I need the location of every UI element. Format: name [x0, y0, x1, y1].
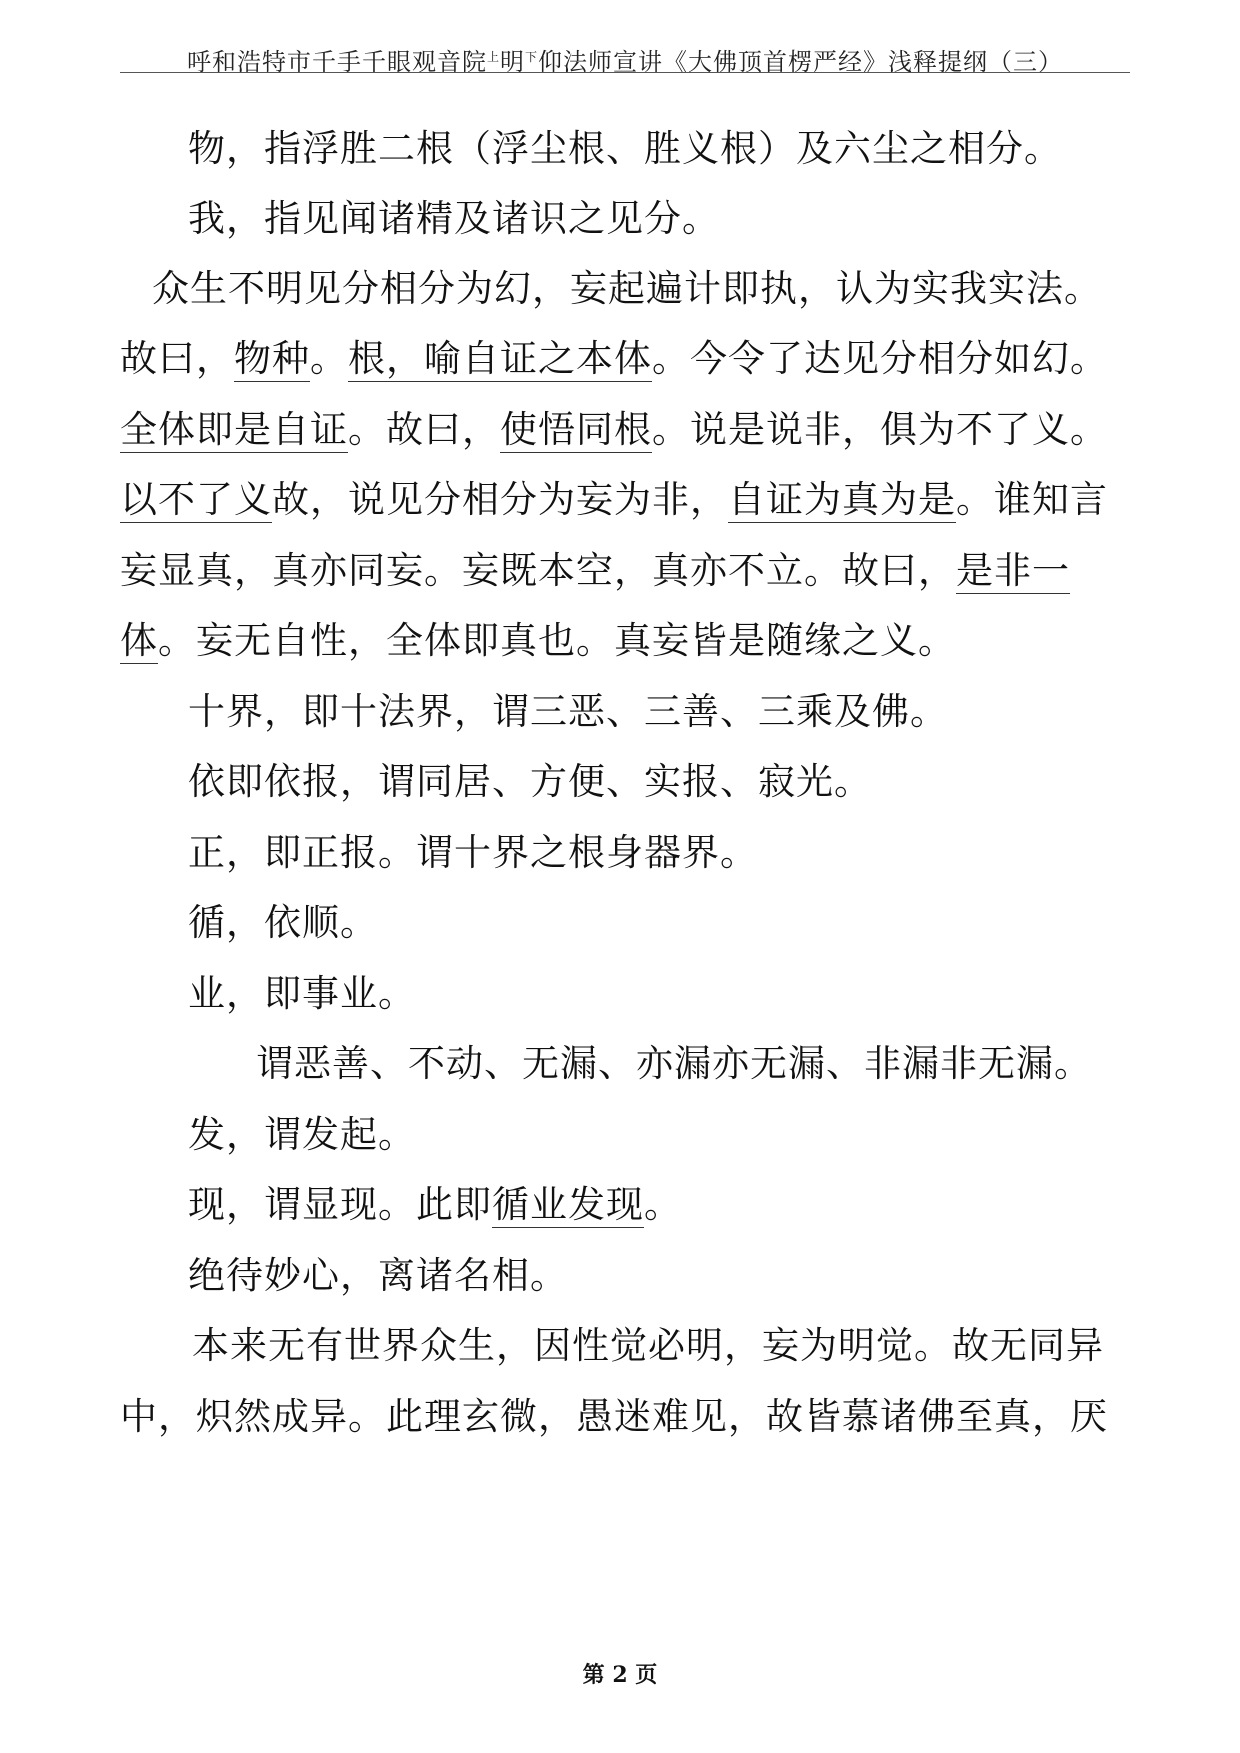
text-line [188, 118, 1062, 172]
text-segment: 。妄无自性，全体即真也。真妄皆是随缘之义。 [158, 619, 956, 662]
text-line [120, 540, 1070, 594]
text-line [188, 1245, 568, 1299]
underlined-phrase: 物种 [234, 337, 310, 380]
underlined-phrase: 全体即是自证 [120, 408, 348, 451]
text-segment: 谓恶善、不动、无漏、亦漏亦无漏、非漏非无漏。 [256, 1042, 1092, 1085]
underlined-phrase: 是非一 [956, 549, 1070, 592]
header-title-part2: 明 [500, 48, 525, 76]
text-segment: 物，指浮胜二根（浮尘根、胜义根）及六尘之相分。 [188, 127, 1062, 170]
text-segment: 妄显真，真亦同妄。妄既本空，真亦不立。故曰， [120, 549, 956, 592]
underlined-phrase: 自证为真为是 [728, 478, 956, 521]
text-line [188, 188, 720, 242]
text-segment: 。说是说非，俱为不了义。 [652, 408, 1108, 451]
text-segment: 业，即事业。 [188, 972, 416, 1015]
text-line [188, 681, 948, 735]
text-line [256, 1033, 1092, 1087]
text-segment: 众生不明见分相分为幻，妄起遍计即执，认为实我实法。 [152, 267, 1102, 310]
text-segment: 故曰， [120, 337, 234, 380]
underlined-phrase: 体 [120, 619, 158, 662]
text-segment: 。 [310, 337, 348, 380]
text-line [152, 258, 1102, 312]
text-segment: 依即依报，谓同居、方便、实报、寂光。 [188, 760, 872, 803]
text-segment: 。谁知言 [956, 478, 1108, 521]
page-number: 第 2 页 [582, 1662, 658, 1688]
text-segment: 本来无有世界众生，因性觉必明，妄为明觉。故无同异 [192, 1324, 1104, 1367]
text-segment: 发，谓发起。 [188, 1113, 416, 1156]
text-segment: 。故曰， [348, 408, 500, 451]
underlined-phrase: 以不了义 [120, 478, 272, 521]
text-line [192, 1315, 1104, 1369]
text-line [120, 1386, 1108, 1440]
underlined-phrase: 循业发现 [492, 1183, 644, 1226]
text-line [188, 892, 378, 946]
text-segment: 正，即正报。谓十界之根身器界。 [188, 831, 758, 874]
header-title-part3: 仰法师宣讲《大佛顶首楞严经》浅释提纲（三） [538, 48, 1064, 76]
text-line [120, 399, 1108, 453]
header-title-part1: 呼和浩特市千手千眼观音院 [186, 48, 487, 76]
text-segment: 十界，即十法界，谓三恶、三善、三乘及佛。 [188, 690, 948, 733]
underlined-phrase: 根，喻自证之本体 [348, 337, 652, 380]
text-line [188, 822, 758, 876]
header-superscript-2: 下 [525, 50, 539, 64]
text-line [120, 328, 1108, 382]
underlined-phrase: 使悟同根 [500, 408, 652, 451]
text-segment: 我，指见闻诸精及诸识之见分。 [188, 197, 720, 240]
text-line [188, 751, 872, 805]
text-segment: 故，说见分相分为妄为非， [272, 478, 728, 521]
text-segment: 绝待妙心，离诸名相。 [188, 1254, 568, 1297]
text-segment: 循，依顺。 [188, 901, 378, 944]
text-line [120, 469, 1108, 523]
header-divider [120, 72, 1130, 73]
text-line [188, 963, 416, 1017]
text-line [188, 1174, 682, 1228]
text-segment: 。 [644, 1183, 682, 1226]
text-segment: 。今令了达见分相分如幻。 [652, 337, 1108, 380]
text-line [188, 1104, 416, 1158]
header-superscript-1: 上 [486, 50, 500, 64]
text-segment: 中，炽然成异。此理玄微，愚迷难见，故皆慕诸佛至真，厌 [120, 1395, 1108, 1438]
text-segment: 现，谓显现。此即 [188, 1183, 492, 1226]
text-line [120, 610, 956, 664]
